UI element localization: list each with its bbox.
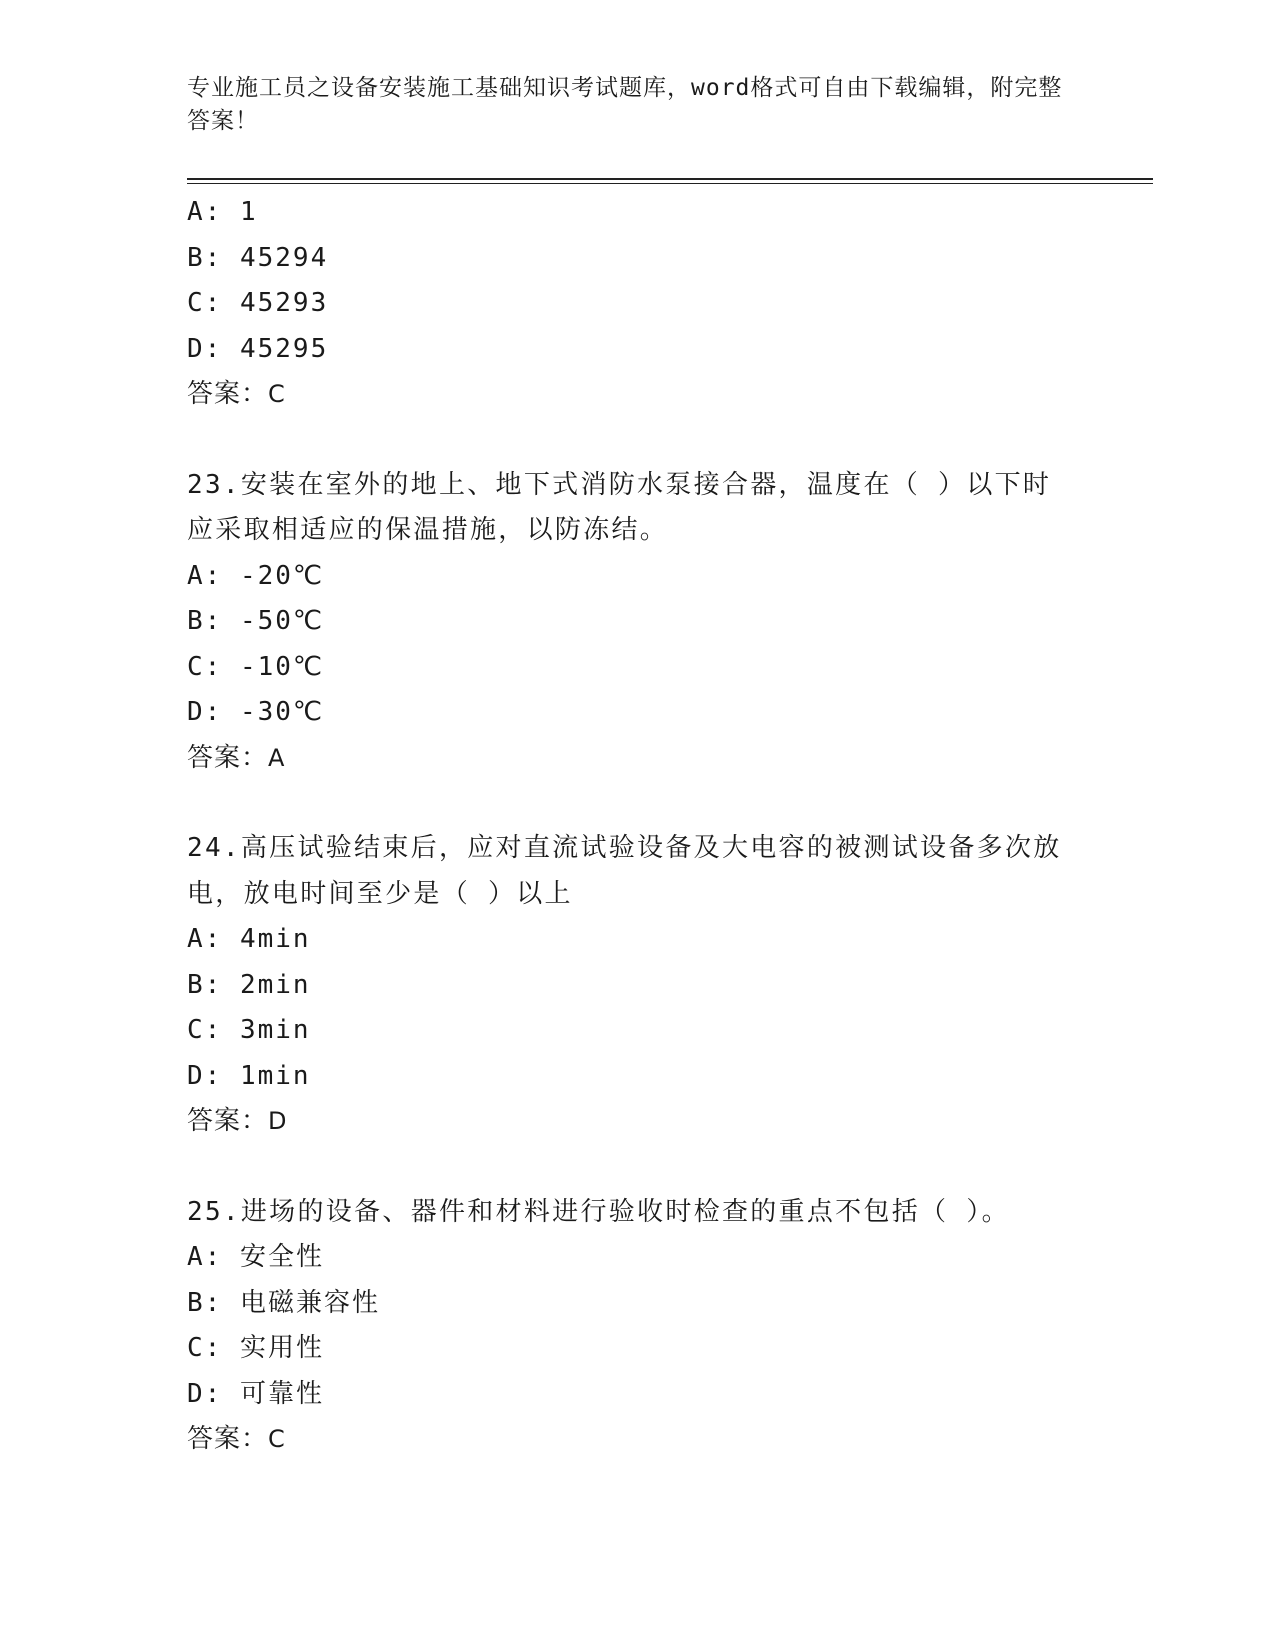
page-header-title: 专业施工员之设备安装施工基础知识考试题库，word格式可自由下载编辑，附完整答案！ [187, 75, 1063, 134]
option-c [187, 645, 1087, 691]
option-letter: A: [187, 560, 223, 591]
option-letter: B: [187, 242, 223, 273]
option-letter: B: [187, 606, 223, 636]
option-text: 45294 [239, 242, 329, 273]
answer-line [187, 372, 1087, 418]
option-letter: A: [187, 197, 223, 227]
answer-value: C [268, 380, 286, 408]
option-text: 2min [239, 969, 311, 1000]
option-letter: D: [187, 1060, 223, 1091]
option-letter: D: [187, 1378, 223, 1409]
option-d [187, 1372, 1087, 1418]
option-a [187, 190, 1087, 236]
answer-line [187, 1417, 1087, 1463]
option-b [187, 599, 1087, 645]
option-c [187, 1326, 1087, 1372]
option-text: 4min [239, 924, 311, 954]
option-d [187, 327, 1087, 373]
option-text: 45293 [239, 288, 329, 318]
question-text: 23.安装在室外的地上、地下式消防水泵接合器，温度在（ ）以下时应采取相适应的保温措施，以防冻结。 [187, 469, 1052, 545]
question-text: 25.进场的设备、器件和材料进行验收时检查的重点不包括（ ）。 [187, 1196, 1010, 1227]
question-list [187, 190, 1087, 1463]
answer-line [187, 1099, 1087, 1145]
option-text: -50℃ [239, 606, 325, 636]
answer-label: 答案： [187, 1106, 269, 1136]
question-23 [187, 463, 1087, 782]
option-c [187, 281, 1087, 327]
option-text: 实用性 [239, 1333, 324, 1363]
option-text: 1 [239, 197, 258, 227]
option-text: 3min [239, 1015, 311, 1045]
answer-value: C [268, 1425, 286, 1453]
answer-label: 答案： [187, 742, 269, 773]
option-a [187, 917, 1087, 963]
option-d [187, 1054, 1087, 1100]
option-text: -20℃ [239, 560, 325, 591]
header-divider-thick [187, 178, 1153, 180]
question-25 [187, 1190, 1087, 1463]
answer-line [187, 736, 1087, 782]
option-letter: C: [187, 288, 223, 318]
option-b [187, 236, 1087, 282]
option-text: 安全性 [239, 1242, 324, 1272]
header-divider-thin [187, 183, 1153, 184]
option-letter: C: [187, 1333, 223, 1363]
option-d [187, 690, 1087, 736]
option-letter: B: [187, 969, 223, 1000]
option-text: -10℃ [239, 651, 325, 682]
option-a [187, 554, 1087, 600]
option-text: 45295 [239, 333, 329, 364]
option-letter: A: [187, 924, 223, 954]
question-text: 24.高压试验结束后，应对直流试验设备及大电容的被测试设备多次放电，放电时间至少是（ ）以上 [187, 833, 1062, 909]
answer-value: D [268, 1107, 288, 1135]
option-letter: C: [187, 1015, 223, 1045]
answer-label: 答案： [187, 1424, 269, 1454]
answer-label: 答案： [187, 379, 269, 409]
option-b [187, 963, 1087, 1009]
option-text: 1min [239, 1060, 311, 1091]
option-a [187, 1235, 1087, 1281]
option-letter: A: [187, 1242, 223, 1272]
option-text: 可靠性 [239, 1378, 324, 1409]
option-letter: D: [187, 333, 223, 364]
option-letter: D: [187, 697, 223, 727]
option-letter: B: [187, 1287, 223, 1318]
option-text: 电磁兼容性 [239, 1287, 380, 1318]
question-24 [187, 826, 1087, 1145]
question-continuation [187, 190, 1087, 418]
option-text: -30℃ [239, 697, 325, 727]
option-letter: C: [187, 651, 223, 682]
option-b [187, 1281, 1087, 1327]
answer-value: A [268, 743, 286, 772]
option-c [187, 1008, 1087, 1054]
